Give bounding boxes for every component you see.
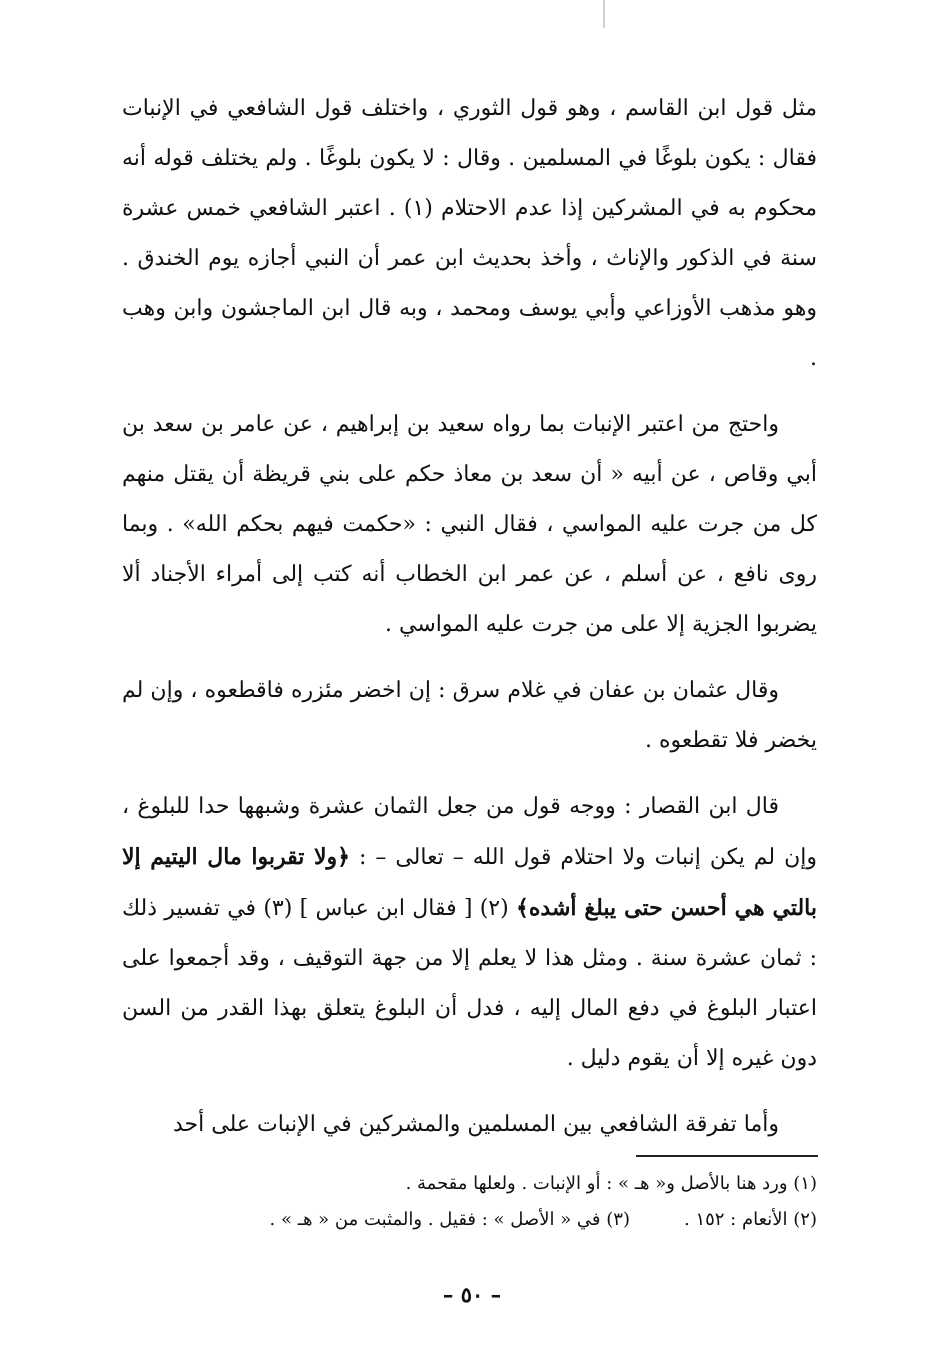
paragraph-4-text-after-quote: (٢) [ فقال ابن عباس ] (٣) في تفسير ذلك : ثمان عشرة سنة . ومثل هذا لا يعلم إلا من جهة التوقيف ، وقد أجمعوا على اعتبار البلوغ في دفع المال إليه ، فدل أن البلوغ يتعلق بهذا القدر من السن دون غيره إلا أن يقوم دليل .	[122, 896, 817, 1071]
paragraph-3	[122, 666, 817, 766]
paragraph-2	[122, 400, 817, 650]
footnote-row-1	[122, 1166, 817, 1202]
paragraph-5-text: وأما تفرقة الشافعي بين المسلمين والمشركين في الإنبات على أحد	[172, 1112, 779, 1137]
footnote-3: (٣) في « الأصل » : فقيل . والمثبت من « هـ » .	[269, 1209, 630, 1230]
paragraph-1-text: مثل قول ابن القاسم ، وهو قول الثوري ، واختلف قول الشافعي في الإنبات فقال : يكون بلوغًا في المسلمين . وقال : لا يكون بلوغًا . ولم يختلف قوله أنه محكوم به في المشركين إذا عدم الاحتلام (١) . اعتبر الشافعي خمس عشرة سنة في الذكور والإناث ، وأخذ بحديث ابن عمر أن النبي أجازه يوم الخندق . وهو مذهب الأوزاعي وأبي يوسف ومحمد ، وبه قال ابن الماجشون وابن وهب .	[122, 96, 817, 371]
paragraph-1	[122, 84, 817, 384]
paragraph-5	[122, 1100, 817, 1150]
paragraph-4-text-before-quote: قال ابن القصار : ووجه قول من جعل الثمان عشرة وشبهها حدا للبلوغ ، وإن لم يكن إنبات ولا احتلام قول الله – تعالى – :	[122, 794, 817, 870]
footnote-2: (٢) الأنعام : ١٥٢ .	[683, 1209, 817, 1230]
scan-edge-mark	[603, 0, 605, 28]
paragraph-4	[122, 782, 817, 1084]
page-number: – ٥٠ –	[442, 1282, 502, 1307]
quran-quote: ﴿ولا تقربوا مال اليتيم إلا بالتي هي أحسن حتى يبلغ أشده﴾	[122, 844, 817, 921]
paragraph-2-text: واحتج من اعتبر الإنبات بما رواه سعيد بن إبراهيم ، عن عامر بن سعد بن أبي وقاص ، عن أبيه « أن سعد بن معاذ حكم على بني قريظة أن يقتل منهم كل من جرت عليه المواسي ، فقال النبي : «حكمت فيهم بحكم الله» . وبما روى نافع ، عن أسلم ، عن عمر ابن الخطاب أنه كتب إلى أمراء الأجناد ألا يضربوا الجزية إلا على من جرت عليه المواسي .	[122, 412, 817, 637]
footnotes	[122, 1166, 817, 1238]
footnote-row-2	[122, 1202, 817, 1238]
paragraph-3-text: وقال عثمان بن عفان في غلام سرق : إن اخضر مئزره فاقطعوه ، وإن لم يخضر فلا تقطعوه .	[122, 678, 817, 753]
footnote-divider	[636, 1155, 818, 1157]
page-body	[122, 84, 817, 1166]
footnote-1: (١) ورد هنا بالأصل و« هـ » : أو الإنبات . ولعلها مقحمة .	[405, 1173, 817, 1194]
